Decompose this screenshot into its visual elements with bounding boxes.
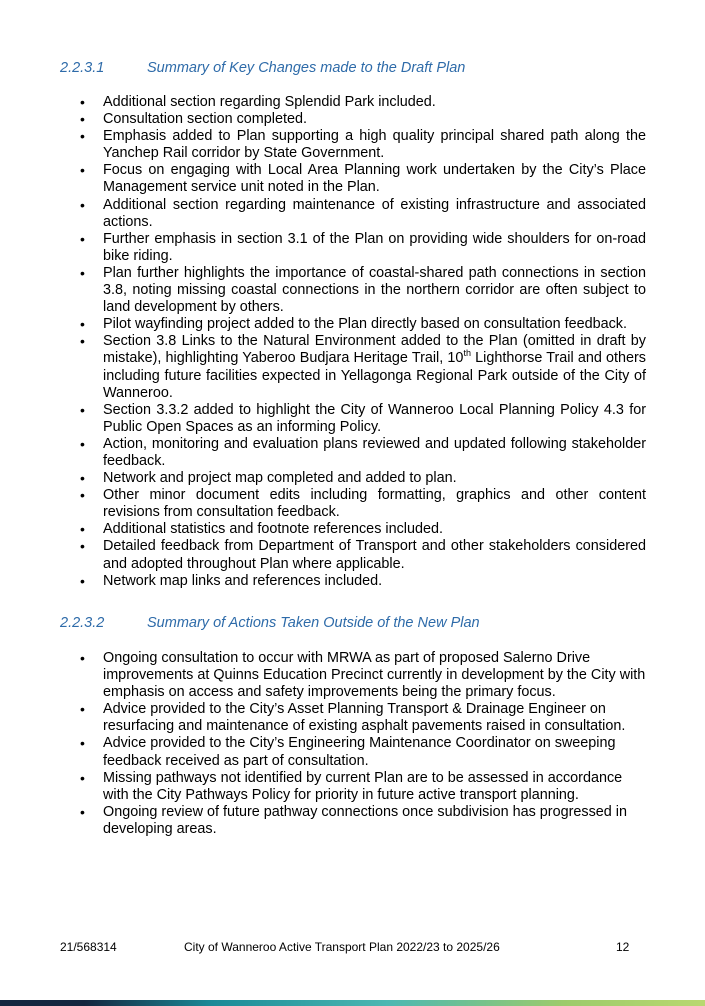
- section-heading-key-changes: [60, 60, 465, 76]
- list-item: • Section 3.3.2 added to highlight the City of Wanneroo Local Planning Policy 4.3 for Public Open Spaces as an informing Policy.: [80, 402, 646, 436]
- list-item: • Additional section regarding maintenance of existing infrastructure and associated actions.: [80, 197, 646, 231]
- key-changes-list: [80, 94, 646, 590]
- footer-doc-title: City of Wanneroo Active Transport Plan 2022/23 to 2025/26: [184, 940, 500, 954]
- footer-color-band: [0, 1000, 705, 1006]
- section-number: 2.2.3.2: [60, 615, 105, 631]
- list-item: [80, 333, 646, 401]
- list-item: • Other minor document edits including formatting, graphics and other content revisions from consultation feedback.: [80, 487, 646, 521]
- section-title: Summary of Key Changes made to the Draft Plan: [147, 60, 466, 76]
- section-title: Summary of Actions Taken Outside of the New Plan: [147, 615, 480, 631]
- list-item: • Additional section regarding Splendid Park included.: [80, 94, 646, 111]
- list-item: • Consultation section completed.: [80, 111, 646, 128]
- list-item: • Network and project map completed and added to plan.: [80, 470, 646, 487]
- footer-page-number: 12: [616, 940, 630, 954]
- list-item: • Emphasis added to Plan supporting a high quality principal shared path along the Yanchep Rail corridor by State Government.: [80, 128, 646, 162]
- list-item: • Network map links and references included.: [80, 573, 646, 590]
- list-item-text: Section 3.8 Links to the Natural Environment added to the Plan (omitted in draft by mistake), highlighting Yaberoo Budjara Heritage Trail, 10: [103, 333, 646, 367]
- superscript: th: [463, 348, 471, 359]
- section-number: 2.2.3.1: [60, 60, 105, 76]
- list-item-text: Lighthorse Trail and others including future facilities expected in Yellagonga Regional Park outside of the City of Wanneroo.: [103, 350, 647, 401]
- list-item: • Pilot wayfinding project added to the Plan directly based on consultation feedback.: [80, 316, 646, 333]
- list-item: • Action, monitoring and evaluation plans reviewed and updated following stakeholder feedback.: [80, 436, 646, 470]
- section-heading-actions-outside: [60, 615, 480, 631]
- list-item: • Detailed feedback from Department of Transport and other stakeholders considered and adopted throughout Plan where applicable.: [80, 538, 646, 572]
- actions-outside-list: [80, 650, 646, 838]
- list-item: • Further emphasis in section 3.1 of the Plan on providing wide shoulders for on-road bike riding.: [80, 231, 646, 265]
- footer-doc-ref: 21/568314: [60, 940, 117, 954]
- list-item: • Plan further highlights the importance of coastal-shared path connections in section 3.8, noting missing coastal connections in the northern corridor are often subject to land development by others.: [80, 265, 646, 316]
- list-item: • Advice provided to the City’s Asset Planning Transport & Drainage Engineer on resurfacing and maintenance of existing asphalt pavements raised in consultation.: [80, 701, 646, 735]
- list-item: • Ongoing review of future pathway connections once subdivision has progressed in developing areas.: [80, 804, 646, 838]
- list-item: • Missing pathways not identified by current Plan are to be assessed in accordance with the City Pathways Policy for priority in future active transport planning.: [80, 770, 646, 804]
- list-item: • Ongoing consultation to occur with MRWA as part of proposed Salerno Drive improvements at Quinns Education Precinct currently in development by the City with emphasis on access and safety improvements being the primary focus.: [80, 650, 646, 701]
- list-item: • Additional statistics and footnote references included.: [80, 521, 646, 538]
- list-item: • Advice provided to the City’s Engineering Maintenance Coordinator on sweeping feedback received as part of consultation.: [80, 735, 646, 769]
- list-item: • Focus on engaging with Local Area Planning work undertaken by the City’s Place Management service unit noted in the Plan.: [80, 162, 646, 196]
